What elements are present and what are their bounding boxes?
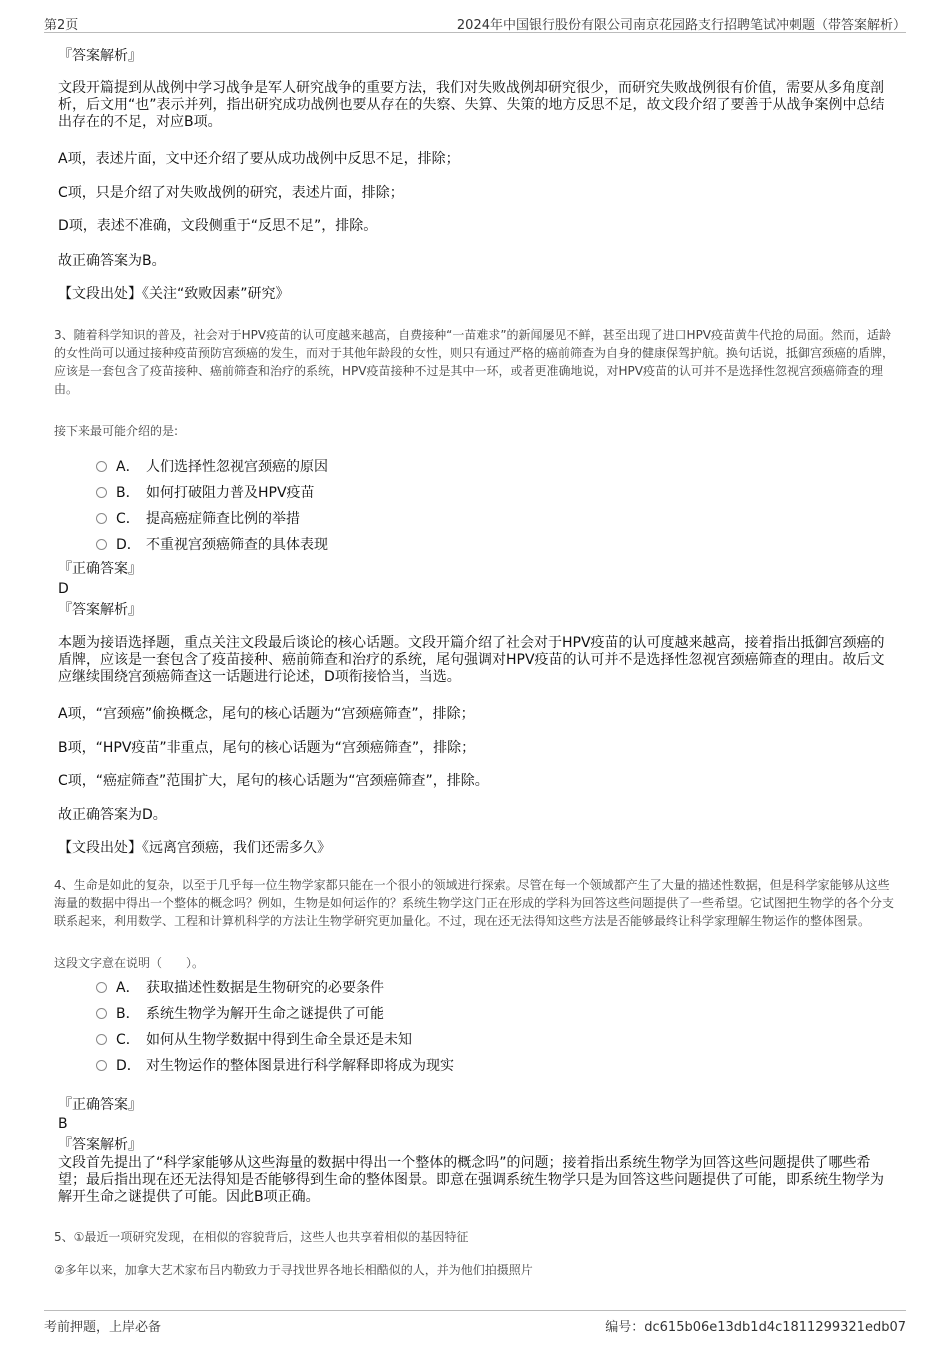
q2-note-a: A项，表述片面，文中还介绍了要从成功战例中反思不足，排除； <box>58 151 460 167</box>
q3-note-c: C项，“癌症筛查”范围扩大，尾句的核心话题为“宫颈癌筛查”，排除。 <box>58 773 489 789</box>
radio-icon[interactable] <box>96 1008 107 1019</box>
radio-icon[interactable] <box>96 487 107 498</box>
q5-statement-1: 5、①最近一项研究发现，在相似的容貌背后，这些人也共享着相似的基因特征 <box>54 1230 469 1244</box>
q4-stem: 4、生命是如此的复杂，以至于几乎每一位生物学家都只能在一个很小的领域进行探索。尽管在每一个领域都产生了大量的描述性数据，但是科学家能够从这些海量的数据中得出一个整体的概念吗？例如，生物是如何运作的？系统生物学这门正在形成的学科为回答这些问题提供了一些希望。它试图把生物学的各个分支联系起来，利用数学、工程和计算机科学的方法让生物学研究更加量化。不过，现在还无法得知这些方法是否能够最终让科学家理解生物运作的整体图景。 <box>54 878 895 928</box>
q3-option-a[interactable]: A． 人们选择性忽视宫颈癌的原因 <box>96 456 328 474</box>
q4-analysis-label: 『答案解析』 <box>58 1137 142 1153</box>
code-label: 编号： <box>605 1320 645 1335</box>
code-value: dc615b06e13db1d4c1811299321edb07 <box>644 1320 906 1335</box>
radio-icon[interactable] <box>96 982 107 993</box>
q3-answer-label: 『正确答案』 <box>58 561 142 577</box>
q3-note-b: B项，“HPV疫苗”非重点，尾句的核心话题为“宫颈癌筛查”，排除； <box>58 740 476 756</box>
q4-option-c[interactable]: C． 如何从生物学数据中得到生命全景还是未知 <box>96 1029 412 1047</box>
page-header <box>44 10 906 33</box>
q3-option-d[interactable]: D． 不重视宫颈癌筛查的具体表现 <box>96 534 328 552</box>
q4-answer: B <box>58 1116 68 1132</box>
q2-note-c: C项，只是介绍了对失败战例的研究，表述片面，排除； <box>58 185 404 201</box>
q4-option-b[interactable]: B． 系统生物学为解开生命之谜提供了可能 <box>96 1003 384 1021</box>
q4-option-d[interactable]: D． 对生物运作的整体图景进行科学解释即将成为现实 <box>96 1055 454 1073</box>
q3-source: 【文段出处】《远离宫颈癌，我们还需多久》 <box>58 840 331 856</box>
q3-prompt: 接下来最可能介绍的是: <box>54 424 179 438</box>
q3-analysis-text: 本题为接语选择题，重点关注文段最后谈论的核心话题。文段开篇介绍了社会对于HPV疫苗的认可度越来越高，接着指出抵御宫颈癌的盾牌，应该是一套包含了疫苗接种、癌前筛查和治疗的系统，尾句强调对HPV疫苗的认可并不是选择性忽视宫颈癌筛查的理由。故后文应继续围绕宫颈癌筛查这一话题进行论述，D项衔接恰当，当选。 <box>58 635 885 685</box>
radio-icon[interactable] <box>96 539 107 550</box>
radio-icon[interactable] <box>96 1034 107 1045</box>
q4-answer-label: 『正确答案』 <box>58 1097 142 1113</box>
page-number: 第2页 <box>44 18 79 33</box>
q5-statement-2: ②多年以来，加拿大艺术家布吕内勒致力于寻找世界各地长相酷似的人，并为他们拍摄照片 <box>54 1263 533 1277</box>
page-footer <box>44 1310 906 1335</box>
q4-prompt: 这段文字意在说明（ ）。 <box>54 956 205 970</box>
q3-answer: D <box>58 581 69 597</box>
q3-stem: 3、随着科学知识的普及，社会对于HPV疫苗的认可度越来越高，自费接种“一苗难求”的新闻屡见不鲜，甚至出现了进口HPV疫苗黄牛代抢的局面。然而，适龄的女性尚可以通过接种疫苗预防宫颈癌的发生，而对于其他年龄段的女性，则只有通过严格的癌前筛查为自身的健康保驾护航。换句话说，抵御宫颈癌的盾牌，应该是一套包含了疫苗接种、癌前筛查和治疗的系统，HPV疫苗接种不过是其中一环，或者更准确地说，对HPV疫苗的认可并不是选择性忽视宫颈癌筛查的理由。 <box>54 328 895 396</box>
q3-option-b[interactable]: B． 如何打破阻力普及HPV疫苗 <box>96 482 315 500</box>
q2-note-d: D项，表述不准确，文段侧重于“反思不足”，排除。 <box>58 218 378 234</box>
q2-analysis-label: 『答案解析』 <box>58 48 142 64</box>
q4-option-a[interactable]: A． 获取描述性数据是生物研究的必要条件 <box>96 977 384 995</box>
q2-analysis-text: 文段开篇提到从战例中学习战争是军人研究战争的重要方法，我们对失败战例却研究很少，而研究失败战例很有价值，需要从多角度剖析，后文用“也”表示并列，指出研究成功战例也要从存在的失察、失算、失策的地方反思不足，故文段介绍了要善于从战争案例中总结出存在的不足，对应B项。 <box>58 80 885 130</box>
radio-icon[interactable] <box>96 1060 107 1071</box>
radio-icon[interactable] <box>96 461 107 472</box>
q3-option-c[interactable]: C． 提高癌症筛查比例的举措 <box>96 508 300 526</box>
q3-analysis-label: 『答案解析』 <box>58 602 142 618</box>
q2-conclusion: 故正确答案为B。 <box>58 253 166 269</box>
q3-note-a: A项，“宫颈癌”偷换概念，尾句的核心话题为“宫颈癌筛查”，排除； <box>58 706 475 722</box>
q3-conclusion: 故正确答案为D。 <box>58 807 167 823</box>
document-title: 2024年中国银行股份有限公司南京花园路支行招聘笔试冲刺题（带答案解析） <box>456 18 906 33</box>
footer-slogan: 考前押题，上岸必备 <box>44 1320 162 1335</box>
document-code <box>605 1316 906 1335</box>
radio-icon[interactable] <box>96 513 107 524</box>
q4-analysis-text: 文段首先提出了“科学家能够从这些海量的数据中得出一个整体的概念吗”的问题；接着指出系统生物学为回答这些问题提供了哪些希望；最后指出现在还无法得知是否能够得到生命的整体图景。即意在强调系统生物学只是为回答这些问题提供了可能，即系统生物学为解开生命之谜提供了可能。因此B项正确。 <box>58 1155 884 1205</box>
q2-source: 【文段出处】《关注“致败因素”研究》 <box>58 286 290 302</box>
